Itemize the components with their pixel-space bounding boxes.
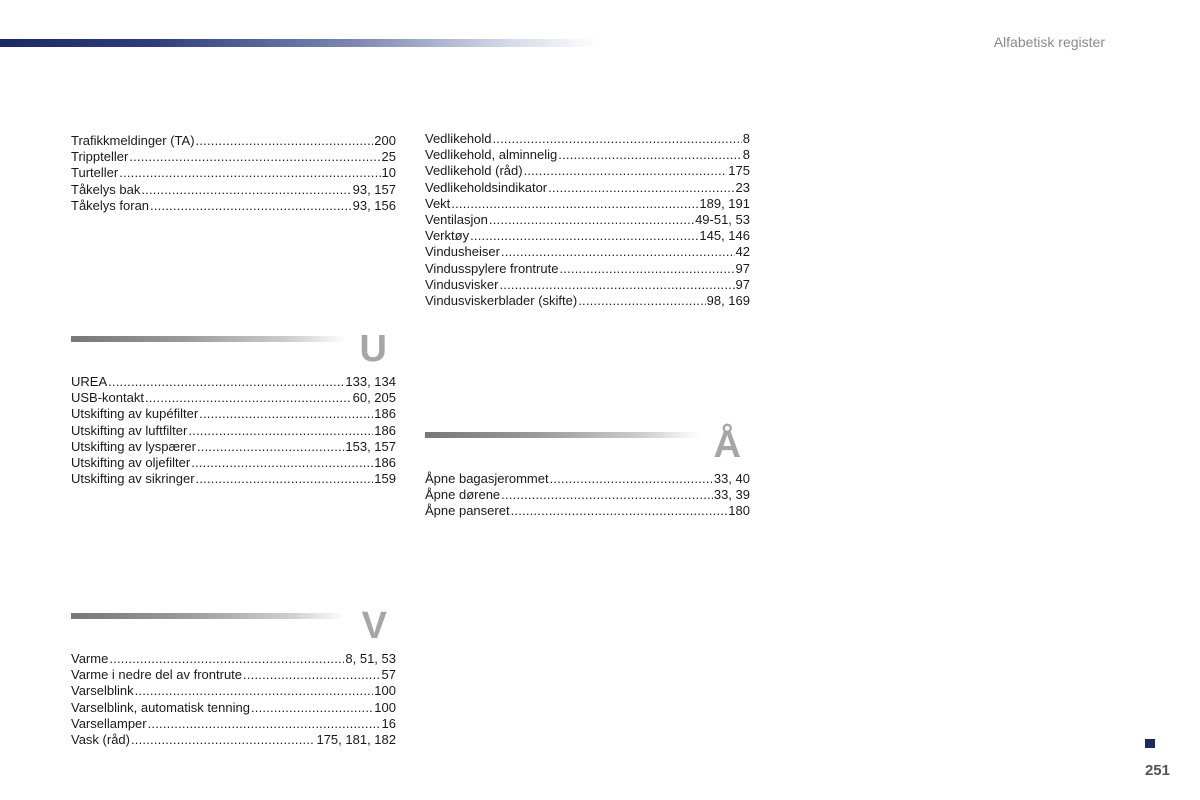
section-letter-v: V	[361, 605, 387, 647]
index-term: Åpne bagasjerommet	[425, 471, 549, 486]
dot-leader	[131, 732, 315, 748]
index-entry	[425, 163, 750, 179]
dot-leader	[578, 293, 705, 309]
index-pages: 159	[374, 471, 396, 487]
index-term: Varsellamper	[71, 715, 147, 731]
index-term: Varselblink	[71, 683, 134, 699]
dot-leader	[197, 439, 344, 455]
index-term: Ventilasjon	[425, 212, 488, 228]
index-entry	[71, 455, 396, 471]
index-term: Tåkelys foran	[71, 197, 150, 213]
dot-leader	[148, 716, 381, 732]
index-pages: 100	[374, 699, 396, 715]
index-pages: 49-51, 53	[695, 212, 750, 228]
index-term: Vedlikehold (råd)	[425, 163, 523, 179]
index-term: Utskifting av lyspærer	[71, 438, 196, 454]
index-term: Utskifting av kupéfilter	[71, 406, 199, 422]
dot-leader	[109, 651, 344, 667]
index-pages: 33, 40	[713, 471, 750, 486]
index-section-t	[71, 133, 396, 214]
index-entry	[425, 471, 750, 487]
index-section-v	[71, 651, 396, 748]
section-heading-aa	[425, 424, 750, 472]
index-pages: 93, 156	[352, 197, 396, 213]
dot-leader	[550, 471, 713, 487]
dot-leader	[558, 147, 742, 163]
index-entry	[71, 423, 396, 439]
index-entry	[71, 390, 396, 406]
dot-leader	[489, 212, 694, 228]
dot-leader	[145, 390, 352, 406]
index-pages: 97	[735, 276, 750, 292]
dot-leader	[129, 149, 380, 165]
index-term: Vedlikehold	[425, 131, 492, 146]
index-entry	[71, 651, 396, 667]
index-pages: 186	[374, 406, 396, 422]
dot-leader	[141, 182, 351, 198]
section-letter-aa: Å	[713, 424, 741, 466]
dot-leader	[501, 487, 713, 503]
index-entry	[425, 261, 750, 277]
index-pages: 189, 191	[699, 195, 750, 211]
dot-leader	[119, 165, 380, 181]
index-entry	[425, 293, 750, 309]
index-term: Trafikkmeldinger (TA)	[71, 133, 195, 148]
index-term: Åpne panseret	[425, 503, 510, 519]
index-term: Vindusvisker	[425, 276, 499, 292]
index-term: Utskifting av luftfilter	[71, 422, 188, 438]
index-term: Utskifting av sikringer	[71, 471, 195, 487]
index-entry	[71, 133, 396, 149]
dot-leader	[150, 198, 352, 214]
index-list-v	[71, 651, 396, 748]
index-pages: 180	[728, 503, 750, 519]
index-pages: 8, 51, 53	[345, 651, 396, 666]
index-list-t	[71, 133, 396, 214]
index-section-v-continued	[425, 131, 750, 309]
section-heading-u	[71, 328, 396, 376]
index-term: Vekt	[425, 195, 451, 211]
index-pages: 98, 169	[706, 293, 750, 309]
index-list-v-continued	[425, 131, 750, 309]
index-entry	[71, 732, 396, 748]
dot-leader	[135, 683, 374, 699]
index-entry	[71, 182, 396, 198]
index-entry	[71, 667, 396, 683]
dot-leader	[559, 261, 734, 277]
dot-leader	[243, 667, 381, 683]
header-accent-bar	[0, 39, 600, 47]
dot-leader	[524, 163, 728, 179]
index-term: Varme	[71, 651, 109, 666]
index-pages: 186	[374, 455, 396, 471]
dot-leader	[470, 228, 698, 244]
index-term: Vindusspylere frontrute	[425, 260, 559, 276]
index-pages: 10	[381, 165, 396, 181]
section-heading-v	[71, 605, 396, 653]
index-entry	[425, 131, 750, 147]
index-term: Vedlikehold, alminnelig	[425, 147, 558, 163]
index-entry	[71, 165, 396, 181]
index-entry	[425, 147, 750, 163]
index-entry	[71, 406, 396, 422]
index-pages: 153, 157	[345, 438, 396, 454]
index-entry	[425, 277, 750, 293]
index-term: Verktøy	[425, 228, 470, 244]
index-entry	[71, 374, 396, 390]
index-entry	[71, 439, 396, 455]
index-entry	[425, 228, 750, 244]
index-term: UREA	[71, 374, 108, 389]
dot-leader	[499, 277, 734, 293]
dot-leader	[548, 180, 734, 196]
section-divider	[71, 613, 346, 619]
index-pages: 33, 39	[713, 487, 750, 503]
index-term: Vindusviskerblader (skifte)	[425, 293, 578, 309]
index-pages: 23	[735, 179, 750, 195]
index-list-u	[71, 374, 396, 487]
index-pages: 25	[381, 149, 396, 165]
index-pages: 8	[742, 147, 750, 163]
dot-leader	[196, 133, 374, 149]
index-entry	[425, 487, 750, 503]
index-pages: 200	[374, 133, 396, 148]
index-term: Turteller	[71, 165, 119, 181]
index-entry	[425, 244, 750, 260]
dot-leader	[196, 471, 374, 487]
index-term: Åpne dørene	[425, 487, 501, 503]
index-entry	[425, 503, 750, 519]
index-pages: 175, 181, 182	[316, 732, 396, 748]
dot-leader	[501, 244, 735, 260]
index-pages: 8	[742, 131, 750, 146]
section-divider	[71, 336, 346, 342]
dot-leader	[191, 455, 373, 471]
index-pages: 133, 134	[345, 374, 396, 389]
index-pages: 145, 146	[699, 228, 750, 244]
index-term: Varme i nedre del av frontrute	[71, 667, 243, 683]
index-pages: 186	[374, 422, 396, 438]
index-term: Utskifting av oljefilter	[71, 455, 191, 471]
index-entry	[71, 700, 396, 716]
index-term: USB-kontakt	[71, 390, 144, 406]
index-term: Vedlikeholdsindikator	[425, 179, 548, 195]
index-entry	[71, 471, 396, 487]
section-letter-u: U	[359, 328, 387, 370]
dot-leader	[188, 423, 373, 439]
index-entry	[425, 196, 750, 212]
dot-leader	[511, 503, 728, 519]
section-divider	[425, 432, 700, 438]
page-marker-square	[1145, 739, 1155, 748]
dot-leader	[493, 131, 742, 147]
index-pages: 57	[381, 667, 396, 683]
index-entry	[425, 212, 750, 228]
index-pages: 93, 157	[352, 181, 396, 197]
index-pages: 16	[381, 715, 396, 731]
index-pages: 100	[374, 683, 396, 699]
dot-leader	[108, 374, 344, 390]
page-header-title: Alfabetisk register	[993, 34, 1105, 50]
index-term: Tåkelys bak	[71, 181, 141, 197]
index-term: Vask (råd)	[71, 732, 130, 748]
index-entry	[425, 180, 750, 196]
index-entry	[71, 198, 396, 214]
index-term: Varselblink, automatisk tenning	[71, 699, 250, 715]
dot-leader	[251, 700, 373, 716]
index-pages: 97	[735, 260, 750, 276]
dot-leader	[199, 406, 373, 422]
index-section-aa	[425, 471, 750, 520]
index-entry	[71, 683, 396, 699]
index-section-u	[71, 374, 396, 487]
index-term: Vindusheiser	[425, 244, 500, 260]
index-pages: 60, 205	[352, 390, 396, 406]
index-list-aa	[425, 471, 750, 520]
index-pages: 175	[728, 163, 750, 179]
index-term: Trippteller	[71, 149, 129, 165]
page-number: 251	[1144, 762, 1170, 779]
index-pages: 42	[735, 244, 750, 260]
index-entry	[71, 716, 396, 732]
dot-leader	[451, 196, 698, 212]
index-entry	[71, 149, 396, 165]
